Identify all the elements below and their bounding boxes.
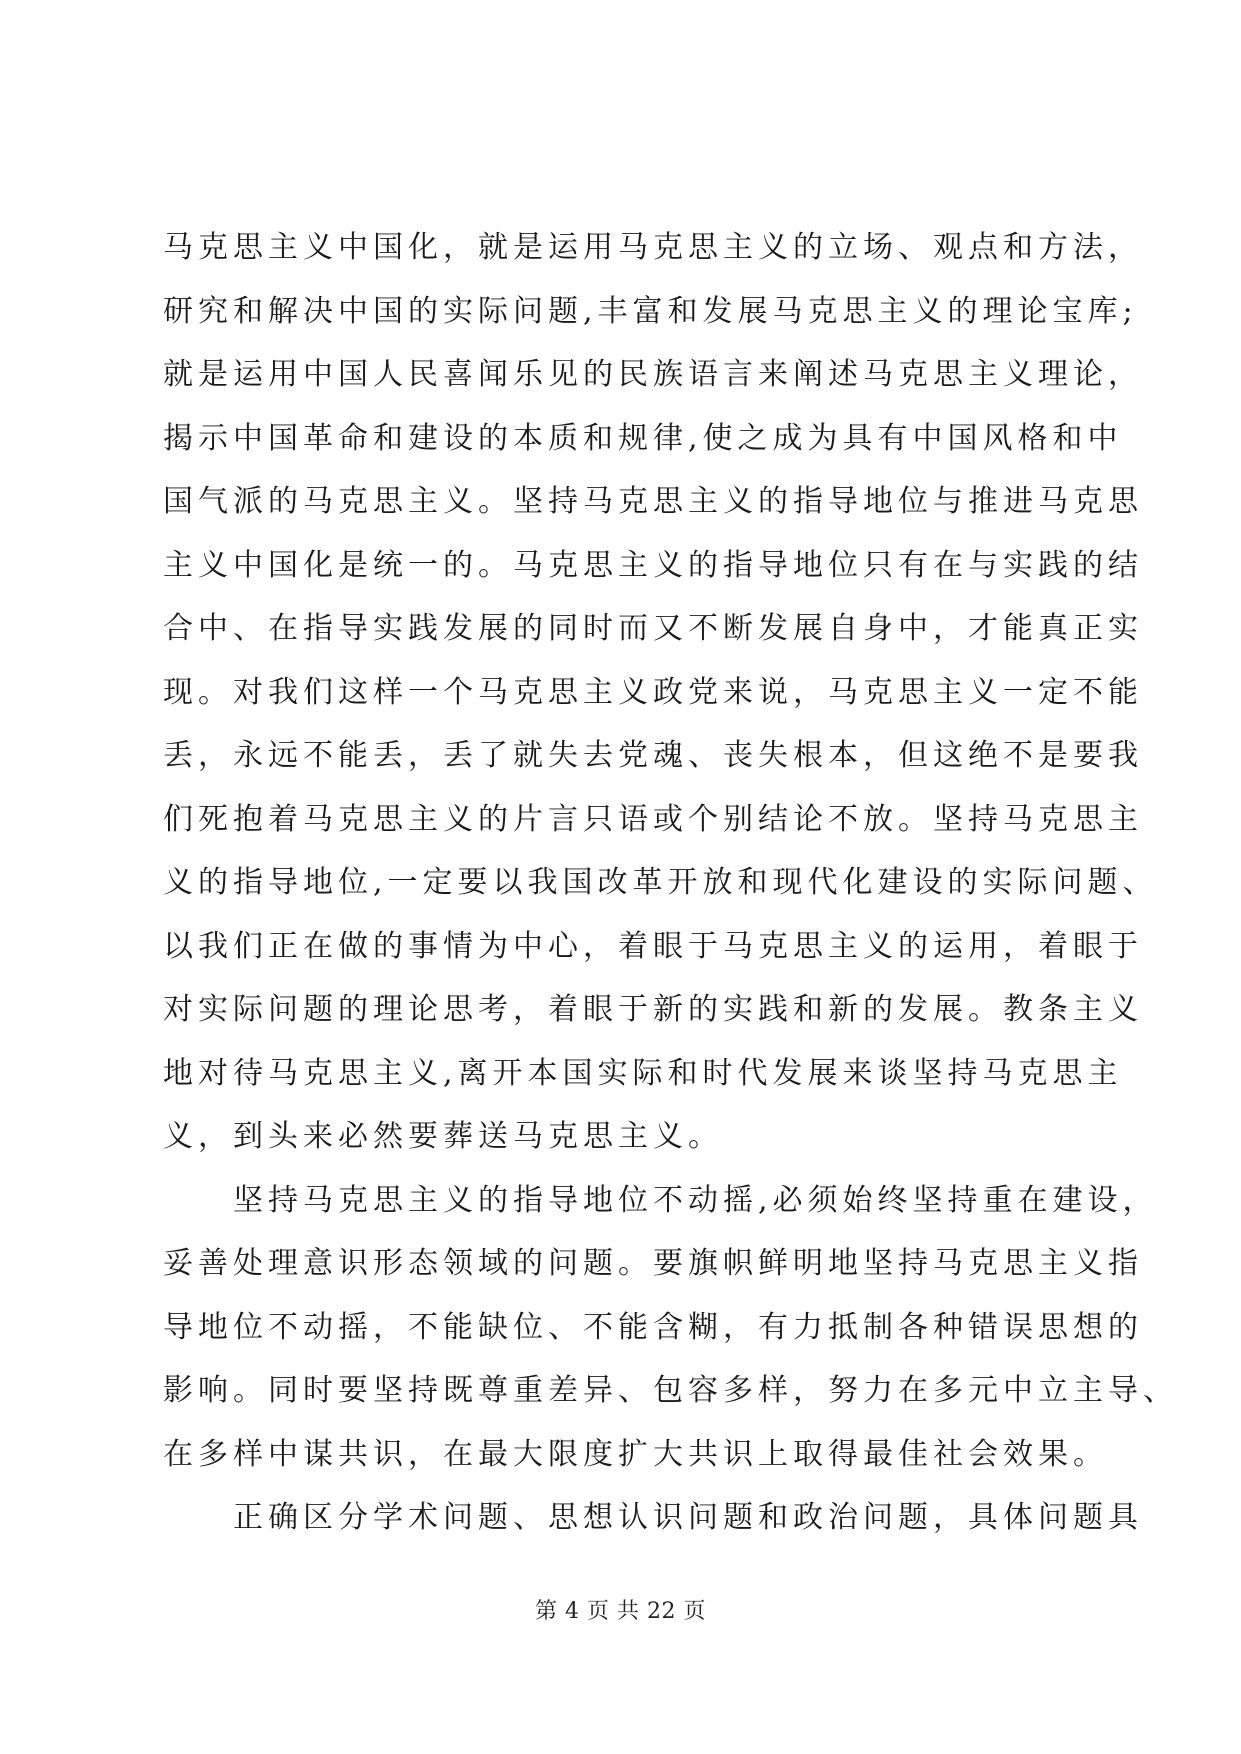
text-line: 国气派的马克思主义。坚持马克思主义的指导地位与推进马克思: [163, 484, 1143, 519]
text-line: 影响。同时要坚持既尊重差异、包容多样，努力在多元中立主导、: [163, 1373, 1178, 1408]
text-line: 揭示中国革命和建设的本质和规律,使之成为具有中国风格和中: [163, 420, 1123, 456]
text-line: 坚持马克思主义的指导地位不动摇,必须始终坚持重在建设，: [163, 1182, 1158, 1218]
text-line: 研究和解决中国的实际问题,丰富和发展马克思主义的理论宝库;: [163, 293, 1138, 329]
text-line: 以我们正在做的事情为中心，着眼于马克思主义的运用，着眼于: [163, 928, 1143, 964]
text-line: 马克思主义中国化，就是运用马克思主义的立场、观点和方法，: [163, 230, 1143, 265]
text-line: 义，到头来必然要葬送马克思主义。: [163, 1119, 723, 1154]
text-line: 妥善处理意识形态领域的问题。要旗帜鲜明地坚持马克思主义指: [163, 1246, 1143, 1281]
body-text: [163, 216, 1178, 1550]
text-line: 导地位不动摇，不能缺位、不能含糊，有力抵制各种错误思想的: [163, 1309, 1143, 1345]
text-line: 对实际问题的理论思考，着眼于新的实践和新的发展。教条主义: [163, 992, 1143, 1027]
text-line: 地对待马克思主义,离开本国实际和时代发展来谈坚持马克思主: [163, 1055, 1123, 1091]
text-line: 正确区分学术问题、思想认识问题和政治问题，具体问题具: [163, 1500, 1143, 1535]
text-line: 丢，永远不能丢，丢了就失去党魂、丧失根本，但这绝不是要我: [163, 738, 1143, 773]
text-line: 合中、在指导实践发展的同时而又不断发展自身中，才能真正实: [163, 611, 1143, 646]
text-line: 就是运用中国人民喜闻乐见的民族语言来阐述马克思主义理论，: [163, 357, 1143, 392]
page-footer: 第 4 页 共 22 页: [535, 1599, 706, 1624]
text-line: 在多样中谋共识，在最大限度扩大共识上取得最佳社会效果。: [163, 1436, 1108, 1472]
text-line: 义的指导地位,一定要以我国改革开放和现代化建设的实际问题、: [163, 865, 1158, 900]
text-line: 主义中国化是统一的。马克思主义的指导地位只有在与实践的结: [163, 547, 1143, 583]
text-line: 现。对我们这样一个马克思主义政党来说，马克思主义一定不能: [163, 674, 1143, 710]
text-line: 们死抱着马克思主义的片言只语或个别结论不放。坚持马克思主: [163, 801, 1143, 837]
